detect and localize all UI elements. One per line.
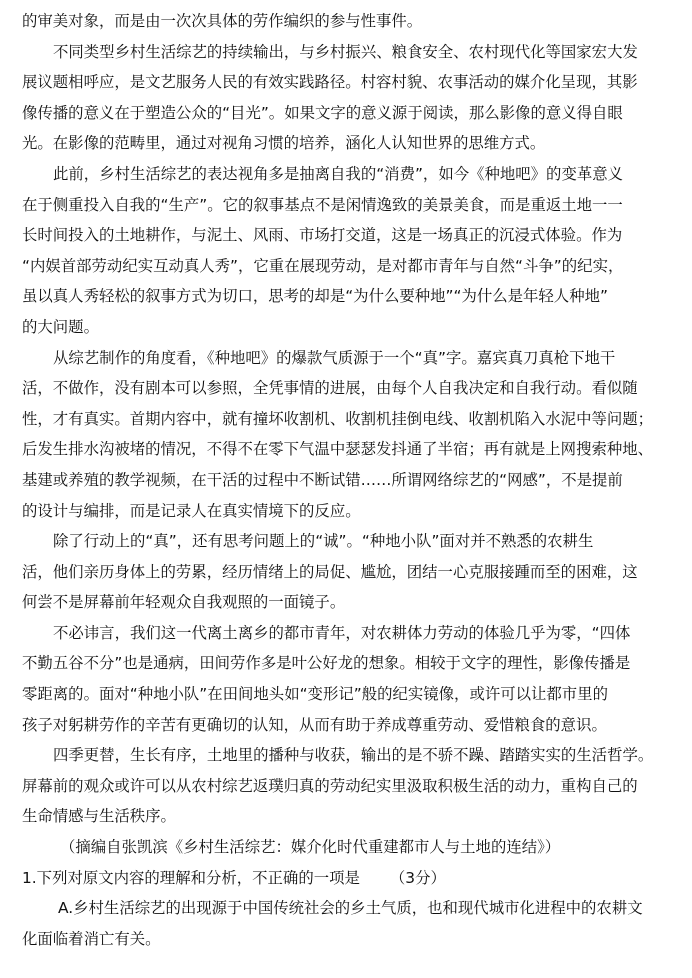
text-line: 不同类型乡村生活综艺的持续输出，与乡村振兴、粮食安全、农村现代化等国家宏大发 xyxy=(53,42,638,61)
text-line: 长时间投入的土地耕作，与泥土、风雨、市场打交道，这是一场真正的沉浸式体验。作为 xyxy=(22,226,623,245)
text-line: 屏幕前的观众或许可以从农村综艺返璞归真的劳动纪实里汲取积极生活的动力，重构自己的 xyxy=(22,776,638,795)
text-line: 虽以真人秀轻松的叙事方式为切口，思考的却是“为什么要种地”“为什么是年轻人种地” xyxy=(22,287,608,306)
text-line: 活，不做作，没有剧本可以参照，全凭事情的进展，由每个人自我决定和自我行动。看似随 xyxy=(22,379,638,398)
text-line: 除了行动上的“真”，还有思考问题上的“诚”。“种地小队”面对并不熟悉的农耕生 xyxy=(53,532,594,551)
text-line: “内娱首部劳动纪实互动真人秀”，它重在展现劳动，是对都市青年与自然“斗争”的纪实， xyxy=(22,256,624,275)
paragraph-authenticity xyxy=(22,343,678,527)
source-citation: （摘编自张凯滨《乡村生活综艺：媒介化时代重建都市人与土地的连结》） xyxy=(60,838,561,857)
text-line: 生命情感与生活秩序。 xyxy=(22,807,176,826)
question-text: 1.下列对原文内容的理解和分析，不正确的一项是 xyxy=(22,868,360,887)
text-line: 不勤五谷不分”也是通病，田间劳作多是叶公好龙的想象。相较于文字的理性，影像传播是 xyxy=(22,654,631,673)
text-line: 活，他们亲历身体上的劳累，经历情绪上的局促、尴尬，团结一心克服接踵而至的困难，这 xyxy=(22,562,638,581)
text-line: 的审美对象，而是由一次次具体的劳作编织的参与性事件。 xyxy=(22,12,423,30)
text-line: 的设计与编排，而是记录人在真实情境下的反应。 xyxy=(22,501,361,520)
question-score: （3分） xyxy=(389,868,446,887)
paragraph-life-philosophy xyxy=(22,740,678,832)
text-line: 后发生排水沟被堵的情况，不得不在零下气温中瑟瑟发抖通了半宿；再有就是上网搜索种地、 xyxy=(22,440,654,459)
text-line: 光。在影像的范畴里，通过对视角习惯的培养，涵化人认知世界的思维方式。 xyxy=(22,134,546,153)
text-line: 何尝不是屏幕前年轻观众自我观照的一面镜子。 xyxy=(22,593,346,612)
text-line: 零距离的。面对“种地小队”在田间地头如“变形记”般的纪实镜像，或许可以让都市里的 xyxy=(22,685,608,704)
text-line: 像传播的意义在于塑造公众的“目光”。如果文字的意义源于阅读，那么影像的意义得自眼 xyxy=(22,103,623,122)
option-a xyxy=(22,893,678,954)
paragraph-cultural-practice xyxy=(22,37,678,159)
option-text-line: A.乡村生活综艺的出现源于中国传统社会的乡土气质，也和现代城市化进程中的农耕文 xyxy=(58,899,643,918)
text-line: 性，才有真实。首期内容中，就有撞坏收割机、收割机挂倒电线、收割机陷入水泥中等问题； xyxy=(22,409,654,428)
text-line: 在于侧重投入自我的“生产”。它的叙事基点不是闲情逸致的美景美食，而是重返土地一一 xyxy=(22,195,623,214)
text-line: 展议题相呼应，是文艺服务人民的有效实践路径。村容村貌、农事活动的媒介化呈现，其影 xyxy=(22,73,638,92)
text-line: 从综艺制作的角度看，《种地吧》的爆款气质源于一个“真”字。嘉宾真刀真枪下地干 xyxy=(53,348,616,367)
text-line: 不必讳言，我们这一代离土离乡的都市青年，对农耕体力劳动的体验几乎为零，“四体 xyxy=(53,623,631,642)
text-line: 此前，乡村生活综艺的表达视角多是抽离自我的“消费”，如今《种地吧》的变革意义 xyxy=(53,164,624,183)
question-1 xyxy=(22,863,678,894)
text-line: 孩子对躬耕劳作的辛苦有更确切的认知，从而有助于养成尊重劳动、爱惜粮食的意识。 xyxy=(22,715,607,734)
text-line: 的大问题。 xyxy=(22,317,99,336)
text-line: 四季更替，生长有序，土地里的播种与收获，输出的是不骄不躁、踏踏实实的生活哲学。 xyxy=(53,746,654,765)
option-text-line: 化面临着消亡有关。 xyxy=(22,929,161,948)
paragraph-sincerity xyxy=(22,526,678,618)
paragraph-urban-youth xyxy=(22,618,678,740)
paragraph-production-perspective xyxy=(22,159,678,343)
paragraph-continuation xyxy=(22,6,678,37)
text-line: 基建或养殖的教学视频，在干活的过程中不断试错……所谓网络综艺的“网感”，不是提前 xyxy=(22,470,623,489)
